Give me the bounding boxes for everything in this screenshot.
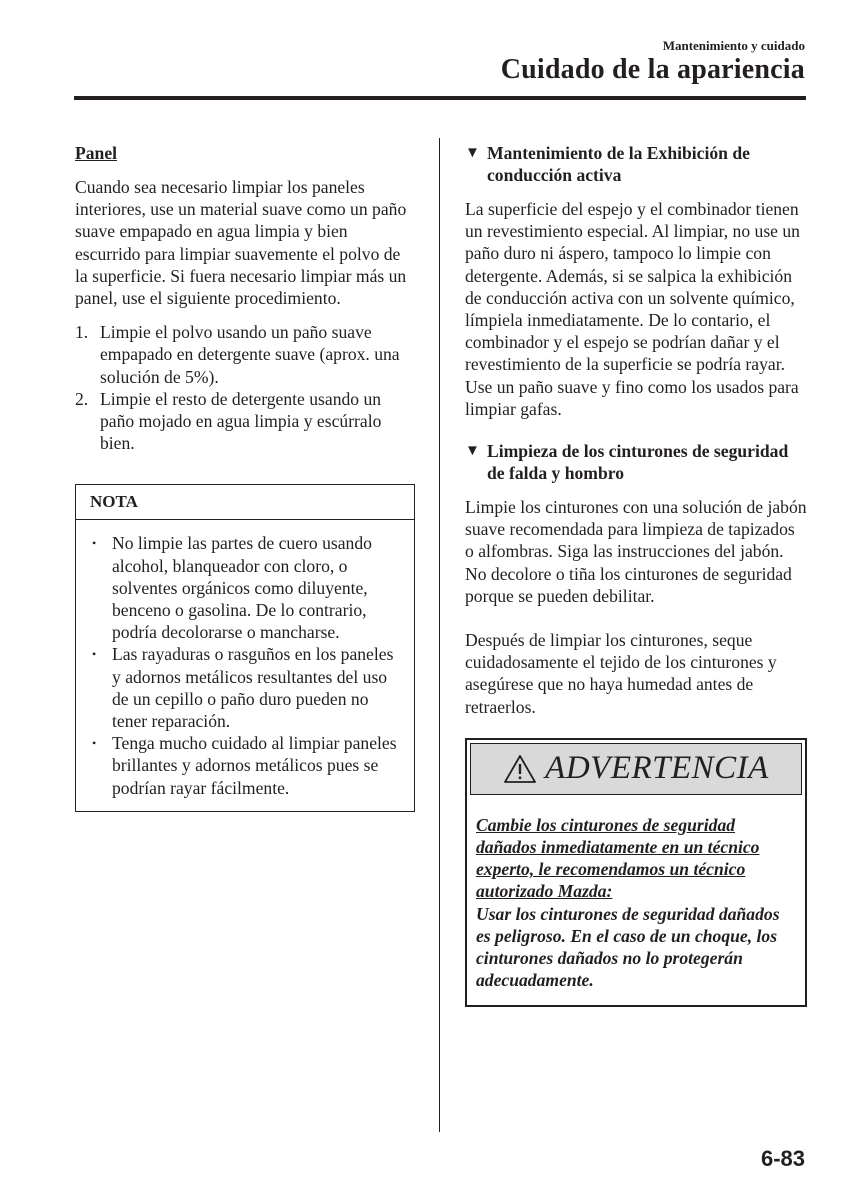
section-heading-seatbelt-cleaning	[465, 440, 807, 484]
procedure-step	[75, 388, 417, 455]
header-section-label: Mantenimiento y cuidado	[662, 38, 805, 53]
step-number: 2.	[75, 388, 89, 409]
column-divider	[439, 138, 440, 1132]
step-text: Limpie el polvo usando un paño suave empapado en detergente suave (aprox. una solución de 5%).	[100, 322, 400, 387]
seatbelt-drying-paragraph: Después de limpiar los cinturones, seque cuidadosamente el tejido de los cinturones y asegúrese que no haya humedad antes de retraerlos.	[465, 630, 777, 717]
display-maintenance-paragraph: La superficie del espejo y el combinador tienen un revestimiento especial. Al limpiar, no use un paño duro ni áspero, tampoco lo limpie con detergente. Además, si se salpica la exhibición de conducción activa con un solvente químico, límpiela inmediatamente. De lo contario, el combinador y el espejo se podrían dañar y el revestimiento de la superficie se podría rayar. Use un paño suave y fino como los usados para limpiar gafas.	[465, 199, 800, 419]
note-title: NOTA	[76, 485, 414, 520]
page-title: Cuidado de la apariencia	[500, 54, 805, 85]
note-item	[90, 532, 402, 643]
left-column	[75, 142, 417, 812]
bullet-icon: •	[92, 536, 97, 551]
page-number: 6-83	[760, 1146, 805, 1171]
down-triangle-icon: ▼	[465, 145, 480, 161]
section-heading-text: Limpieza de los cinturones de seguridad de falda y hombro	[487, 441, 789, 484]
note-item	[90, 732, 402, 799]
bullet-icon: •	[92, 647, 97, 662]
note-item-text: Tenga mucho cuidado al limpiar paneles brillantes y adornos metálicos pues se podrían rayar fácilmente.	[112, 733, 397, 798]
panel-intro-paragraph: Cuando sea necesario limpiar los paneles interiores, use un material suave como un paño suave empapado en agua limpia y bien escurrido para limpiar suavemente el polvo de la superficie. Si fuera necesario limpiar más un panel, use el siguiente procedimiento.	[75, 177, 407, 309]
note-list	[76, 520, 414, 810]
seatbelt-cleaning-paragraph: Limpie los cinturones con una solución de jabón suave recomendada para limpieza de tapizados o alfombras. Siga las instrucciones del jabón. No decolore o tiña los cinturones de seguridad porque se pueden debilitar.	[465, 497, 807, 606]
paragraph-spacer	[465, 607, 807, 629]
step-text: Limpie el resto de detergente usando un paño mojado en agua limpia y escúrralo bien.	[100, 388, 382, 454]
header-rule	[74, 96, 806, 100]
warning-instruction: Cambie los cinturones de seguridad dañados inmediatamente en un técnico experto, le recomendamos un técnico autorizado Mazda:	[476, 814, 760, 902]
warning-box	[465, 738, 807, 1008]
note-box	[75, 484, 415, 811]
warning-banner	[470, 743, 802, 795]
section-heading-display-maintenance	[465, 142, 807, 186]
note-item-text: Las rayaduras o rasguños en los paneles y adornos metálicos resultantes del uso de un cepillo o paño duro pueden no tener reparación.	[112, 644, 394, 732]
section-spacer	[465, 420, 807, 440]
warning-label: ADVERTENCIA	[545, 750, 769, 787]
section-heading-text: Mantenimiento de la Exhibición de conducción activa	[487, 143, 750, 185]
note-item	[90, 643, 402, 732]
step-number: 1.	[75, 322, 89, 343]
bullet-icon: •	[92, 736, 97, 751]
warning-body	[467, 798, 805, 1006]
warning-consequence: Usar los cinturones de seguridad dañados es peligroso. En el caso de un choque, los cinturones dañados no lo protegerán adecuadamente.	[476, 903, 780, 991]
right-column	[465, 142, 807, 1007]
panel-heading: Panel	[75, 143, 118, 163]
warning-triangle-icon	[503, 754, 537, 784]
procedure-steps	[75, 321, 417, 454]
down-triangle-icon: ▼	[465, 443, 480, 460]
procedure-step	[75, 321, 417, 388]
note-item-text: No limpie las partes de cuero usando alcohol, blanqueador con cloro, o solventes orgánicos como diluyente, benceno o gasolina. De lo contrario, podría decolorarse o mancharse.	[112, 533, 372, 643]
